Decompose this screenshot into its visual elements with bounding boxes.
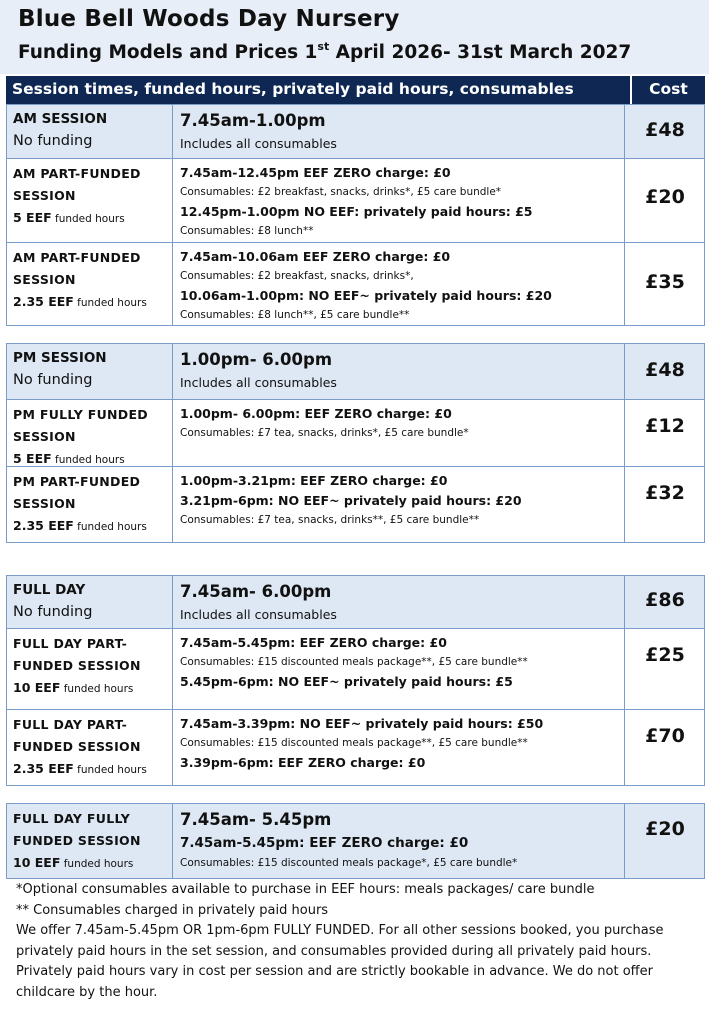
eef-suffix: funded hours [51,213,125,225]
cost-cell [626,344,704,399]
cost-value: £70 [645,725,685,747]
cost-cell [626,105,704,158]
cost-value: £20 [645,818,685,840]
session-details-cell [174,105,625,158]
eef-hours [13,758,166,781]
session-name-cont: FUNDED SESSION [13,739,141,754]
session-name: FULL DAY PART- [13,717,128,732]
session-name-cont: SESSION [13,429,76,444]
funding-label: No funding [13,372,93,388]
consumables-note: Includes all consumables [180,136,337,151]
time-line: 3.39pm-6pm: EEF ZERO charge: £0 [180,755,426,770]
time-line: 7.45am-5.45pm: EEF ZERO charge: £0 [180,635,447,650]
consumables-line: Consumables: £8 lunch** [180,225,314,237]
time-line: 1.00pm-3.21pm: EEF ZERO charge: £0 [180,473,448,488]
session-details-cell [174,400,625,466]
session-details-cell [174,804,625,878]
price-period-subtitle [18,40,631,63]
time-line: 1.00pm- 6.00pm: EEF ZERO charge: £0 [180,406,452,421]
time-line: 3.21pm-6pm: NO EEF~ privately paid hours: £20 [180,493,522,508]
cost-value: £35 [645,271,685,293]
session-name-cell [7,400,173,466]
table-row [7,576,704,628]
subtitle-superscript: st [317,40,330,53]
session-details-cell [174,243,625,325]
eef-suffix: funded hours [73,521,147,533]
time-line: 12.45pm-1.00pm NO EEF: privately paid hours: £5 [180,204,533,219]
table-row [7,344,704,399]
fully-funded-group [6,803,705,879]
time-line: 7.45am-12.45pm EEF ZERO charge: £0 [180,165,451,180]
session-name: FULL DAY [13,582,86,598]
cost-cell [626,467,704,542]
time-line: 7.45am-5.45pm: EEF ZERO charge: £0 [180,835,469,851]
consumables-line: Consumables: £15 discounted meals package**, £5 care bundle** [180,656,528,668]
session-details-cell [174,710,625,785]
session-time: 7.45am- 5.45pm [180,810,332,829]
session-name-cont: SESSION [13,272,76,287]
footnotes [16,880,700,1003]
session-name: PM PART-FUNDED [13,474,141,489]
time-line: 7.45am-3.39pm: NO EEF~ privately paid hours: £50 [180,716,544,731]
session-name-cont: SESSION [13,496,76,511]
session-name-cont: SESSION [13,188,76,203]
subtitle-text-end: April 2026- 31st March 2027 [329,42,632,63]
session-details-cell [174,576,625,628]
session-name: AM PART-FUNDED [13,166,141,181]
eef-hours [13,207,166,230]
table-row [7,628,704,709]
session-details-cell [174,467,625,542]
time-line: 5.45pm-6pm: NO EEF~ privately paid hours: £5 [180,674,513,689]
eef-amount: 5 EEF [13,210,52,225]
funding-label: No funding [13,604,93,620]
cost-cell [626,629,704,709]
table-header-description: Session times, funded hours, privately paid hours, consumables [12,80,574,98]
table-header-cost: Cost [649,80,688,98]
cost-value: £20 [645,186,685,208]
table-row [7,709,704,785]
cost-cell [626,804,704,878]
eef-suffix: funded hours [73,764,147,776]
cost-value: £32 [645,482,685,504]
consumables-note: Includes all consumables [180,375,337,390]
session-time: 7.45am-1.00pm [180,111,326,130]
cost-cell [626,576,704,628]
eef-hours [13,852,166,875]
eef-amount: 5 EEF [13,451,52,466]
time-line: 7.45am-10.06am EEF ZERO charge: £0 [180,249,451,264]
am-session-group [6,104,705,326]
session-name-cell [7,576,173,628]
cost-cell [626,243,704,325]
table-row [7,804,704,878]
session-name-cell [7,804,173,878]
session-name: PM FULLY FUNDED [13,407,148,422]
eef-amount: 10 EEF [13,855,61,870]
table-row [7,105,704,158]
table-row [7,466,704,542]
session-name-cont: FUNDED SESSION [13,658,141,673]
cost-cell [626,159,704,242]
cost-value: £86 [645,589,685,612]
page-header [0,0,709,74]
session-name-cell [7,243,173,325]
session-name-cont: FUNDED SESSION [13,833,141,848]
session-name-cell [7,710,173,785]
session-details-cell [174,159,625,242]
subtitle-text: Funding Models and Prices 1 [18,42,318,63]
eef-suffix: funded hours [73,297,147,309]
table-header [6,76,705,104]
session-name-cell [7,344,173,399]
eef-hours [13,677,166,700]
eef-amount: 2.35 EEF [13,518,74,533]
eef-amount: 2.35 EEF [13,294,74,309]
eef-suffix: funded hours [60,858,134,870]
funding-label: No funding [13,133,93,149]
consumables-line: Consumables: £2 breakfast, snacks, drinks*, [180,270,414,282]
pm-session-group [6,343,705,543]
session-name: AM PART-FUNDED [13,250,141,265]
cost-cell [626,400,704,466]
cost-value: £25 [645,644,685,666]
footnote-optional: *Optional consumables available to purchase in EEF hours: meals packages/ care bundle [16,882,595,897]
session-name-cell [7,629,173,709]
table-row [7,158,704,242]
session-time: 7.45am- 6.00pm [180,582,332,601]
cost-value: £48 [645,118,685,141]
session-name: AM SESSION [13,111,108,127]
consumables-line: Consumables: £15 discounted meals package**, £5 care bundle** [180,737,528,749]
consumables-line: Consumables: £7 tea, snacks, drinks*, £5 care bundle* [180,427,469,439]
footnote-charged: ** Consumables charged in privately paid hours [16,902,329,918]
consumables-line: Consumables: £7 tea, snacks, drinks**, £5 care bundle** [180,514,480,526]
consumables-note: Includes all consumables [180,607,337,622]
nursery-title: Blue Bell Woods Day Nursery [18,6,400,32]
session-name: FULL DAY PART- [13,636,128,651]
full-day-group [6,575,705,786]
consumables-line: Consumables: £2 breakfast, snacks, drinks*, £5 care bundle* [180,186,502,198]
cost-value: £12 [645,415,685,437]
eef-suffix: funded hours [51,454,125,466]
time-line: 10.06am-1.00pm: NO EEF~ privately paid hours: £20 [180,288,552,303]
cost-value: £48 [645,358,685,381]
eef-suffix: funded hours [60,683,134,695]
cost-cell [626,710,704,785]
table-row [7,242,704,325]
session-details-cell [174,344,625,399]
consumables-line: Consumables: £8 lunch**, £5 care bundle** [180,309,410,321]
session-name: FULL DAY FULLY [13,811,131,826]
eef-amount: 10 EEF [13,680,61,695]
eef-hours [13,515,166,538]
consumables-line: Consumables: £15 discounted meals package*, £5 care bundle* [180,857,518,869]
session-name-cell [7,467,173,542]
session-name-cell [7,159,173,242]
eef-amount: 2.35 EEF [13,761,74,776]
session-name-cell [7,105,173,158]
session-name: PM SESSION [13,350,107,366]
session-time: 1.00pm- 6.00pm [180,350,333,369]
footnote-policy: We offer 7.45am-5.45pm OR 1pm-6pm FULLY FUNDED. For all other sessions booked, you purchase privately paid hours in the set session, and consumables provided during all privately paid hours. Privately paid hours vary in cost per session and are strictly bookable in advance. We do not offer childcare by the hour. [16,923,664,1000]
session-details-cell [174,629,625,709]
table-row [7,399,704,466]
eef-hours [13,291,166,314]
